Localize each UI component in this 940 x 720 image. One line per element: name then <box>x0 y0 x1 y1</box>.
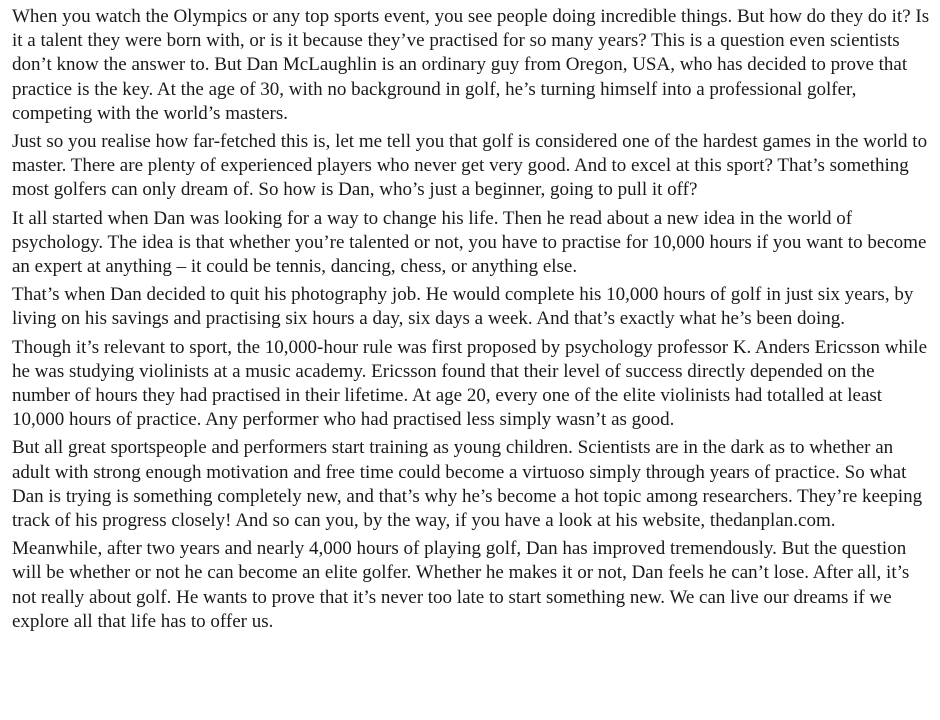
paragraph-1: When you watch the Olympics or any top sports event, you see people doing incredible things. But how do they do it? Is it a talent they were born with, or is it because they’ve practised for so many years? This is a question even scientists don’t know the answer to. But Dan McLaughlin is an ordinary guy from Oregon, USA, who has decided to prove that practice is the key. At the age of 30, with no background in golf, he’s turning himself into a professional golfer, competing with the world’s masters. <box>12 6 930 124</box>
paragraph-6: But all great sportspeople and performers start training as young children. Scientists are in the dark as to whether an adult with strong enough motivation and free time could become a virtuoso simply through years of practice. So what Dan is trying is something completely new, and that’s why he’s become a hot topic among researchers. They’re keeping track of his progress closely! And so can you, by the way, if you have a look at his website, thedanplan.com. <box>12 437 923 532</box>
paragraph-5: Though it’s relevant to sport, the 10,000-hour rule was first proposed by psychology professor K. Anders Ericsson while he was studying violinists at a music academy. Ericsson found that their level of success directly depended on the number of hours they had practised in their lifetime. At age 20, every one of the elite violinists had totalled at least 10,000 hours of practice. Any performer who had practised less simply wasn’t as good. <box>12 336 928 431</box>
paragraph-3: It all started when Dan was looking for a way to change his life. Then he read about a new idea in the world of psychology. The idea is that whether you’re talented or not, you have to practise for 10,000 hours if you want to become an expert at anything – it could be tennis, dancing, chess, or anything else. <box>12 207 927 278</box>
paragraph-4: That’s when Dan decided to quit his photography job. He would complete his 10,000 hours of golf in just six years, by living on his savings and practising six hours a day, six days a week. And that’s exactly what he’s been doing. <box>12 284 914 330</box>
paragraph-7: Meanwhile, after two years and nearly 4,000 hours of playing golf, Dan has improved tremendously. But the question will be whether or not he can become an elite golfer. Whether he makes it or not, Dan feels he can’t lose. After all, it’s not really about golf. He wants to prove that it’s never too late to start something new. We can live our dreams if we explore all that life has to offer us. <box>12 538 910 632</box>
article-body <box>12 5 934 638</box>
paragraph-2: Just so you realise how far-fetched this is, let me tell you that golf is considered one of the hardest games in the world to master. There are plenty of experienced players who never get very good. And to excel at this sport? That’s something most golfers can only dream of. So how is Dan, who’s just a beginner, going to pull it off? <box>12 131 928 201</box>
